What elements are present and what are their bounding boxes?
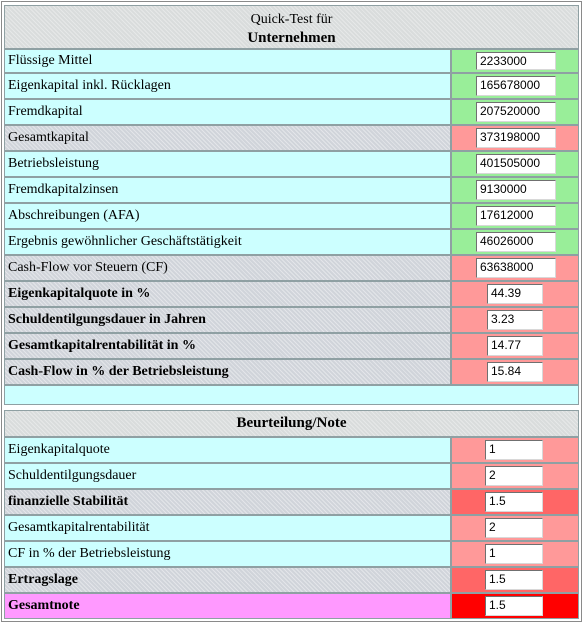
input-value-cell <box>451 333 579 359</box>
input-label: Betriebsleistung <box>4 151 451 177</box>
rating-title: Beurteilung/Note <box>236 415 347 431</box>
input-value-cell <box>451 359 579 385</box>
input-row-betriebsleistung <box>4 151 579 177</box>
rating-value-field[interactable]: 1.5 <box>485 596 543 616</box>
rating-rows <box>4 437 579 619</box>
rating-value-field[interactable]: 1.5 <box>485 492 543 512</box>
input-value-cell <box>451 73 579 99</box>
rating-row-gesamtkapitalrentabilit-t <box>4 515 579 541</box>
input-row-schuldentilgungsdauer-in-jahren <box>4 307 579 333</box>
rating-value-cell <box>451 541 579 567</box>
input-rows <box>4 49 579 385</box>
input-value-cell <box>451 229 579 255</box>
input-row-fremdkapitalzinsen <box>4 177 579 203</box>
input-value-field[interactable]: 3.23 <box>487 310 543 330</box>
rating-label: Schuldentilgungsdauer <box>4 463 451 489</box>
rating-row-gesamtnote <box>4 593 579 619</box>
header-subtitle: Quick-Test für <box>250 11 333 27</box>
input-label: Cash-Flow vor Steuern (CF) <box>4 255 451 281</box>
rating-row-ertragslage <box>4 567 579 593</box>
input-value-cell <box>451 99 579 125</box>
input-value-field[interactable]: 373198000 <box>476 128 556 148</box>
input-value-cell <box>451 49 579 73</box>
rating-label: CF in % der Betriebsleistung <box>4 541 451 567</box>
input-value-field[interactable]: 207520000 <box>476 102 556 122</box>
input-value-field[interactable]: 9130000 <box>476 180 556 200</box>
input-value-field[interactable]: 17612000 <box>476 206 556 226</box>
input-label: Fremdkapitalzinsen <box>4 177 451 203</box>
input-label: Abschreibungen (AFA) <box>4 203 451 229</box>
input-row-gesamtkapital <box>4 125 579 151</box>
input-table <box>4 5 579 405</box>
rating-row-finanzielle-stabilit-t <box>4 489 579 515</box>
rating-row-cf-in-der-betriebsleistung <box>4 541 579 567</box>
rating-label: Gesamtnote <box>4 593 451 619</box>
quick-test-header <box>4 5 579 49</box>
rating-value-field[interactable]: 1.5 <box>485 570 543 590</box>
rating-value-field[interactable]: 1 <box>485 440 543 460</box>
input-row-fremdkapital <box>4 99 579 125</box>
input-label: Gesamtkapitalrentabilität in % <box>4 333 451 359</box>
input-value-cell <box>451 177 579 203</box>
input-value-cell <box>451 203 579 229</box>
rating-value-cell <box>451 515 579 541</box>
rating-label: Gesamtkapitalrentabilität <box>4 515 451 541</box>
input-value-field[interactable]: 165678000 <box>476 76 556 96</box>
rating-header <box>4 410 579 437</box>
input-label: Gesamtkapital <box>4 125 451 151</box>
input-value-cell <box>451 307 579 333</box>
rating-table <box>4 410 579 619</box>
input-row-eigenkapitalquote-in <box>4 281 579 307</box>
input-row-fl-ssige-mittel <box>4 49 579 73</box>
input-value-cell <box>451 151 579 177</box>
rating-row-eigenkapitalquote <box>4 437 579 463</box>
rating-value-cell <box>451 593 579 619</box>
input-row-gesamtkapitalrentabilit-t-in <box>4 333 579 359</box>
input-value-field[interactable]: 46026000 <box>476 232 556 252</box>
input-value-field[interactable]: 15.84 <box>487 362 543 382</box>
rating-value-field[interactable]: 1 <box>485 544 543 564</box>
quick-test-panel <box>1 1 582 622</box>
rating-row-schuldentilgungsdauer <box>4 463 579 489</box>
input-label: Ergebnis gewöhnlicher Geschäftstätigkeit <box>4 229 451 255</box>
input-row-ergebnis-gew-hnlicher-gesch-ftst-tigkeit <box>4 229 579 255</box>
input-label: Eigenkapitalquote in % <box>4 281 451 307</box>
input-label: Fremdkapital <box>4 99 451 125</box>
input-value-field[interactable]: 2233000 <box>476 52 556 70</box>
input-label: Flüssige Mittel <box>4 49 451 73</box>
input-row-cash-flow-in-der-betriebsleistung <box>4 359 579 385</box>
input-row-eigenkapital-inkl-r-cklagen <box>4 73 579 99</box>
rating-value-cell <box>451 489 579 515</box>
rating-label: Ertragslage <box>4 567 451 593</box>
input-value-cell <box>451 255 579 281</box>
rating-label: Eigenkapitalquote <box>4 437 451 463</box>
rating-value-field[interactable]: 2 <box>485 518 543 538</box>
rating-label: finanzielle Stabilität <box>4 489 451 515</box>
rating-value-cell <box>451 463 579 489</box>
input-value-cell <box>451 125 579 151</box>
input-value-field[interactable]: 401505000 <box>476 154 556 174</box>
input-value-field[interactable]: 44.39 <box>487 284 543 304</box>
input-label: Cash-Flow in % der Betriebsleistung <box>4 359 451 385</box>
input-value-cell <box>451 281 579 307</box>
input-label: Eigenkapital inkl. Rücklagen <box>4 73 451 99</box>
input-value-field[interactable]: 14.77 <box>487 336 543 356</box>
input-value-field[interactable]: 63638000 <box>476 258 556 278</box>
input-row-abschreibungen-afa <box>4 203 579 229</box>
rating-value-field[interactable]: 2 <box>485 466 543 486</box>
rating-value-cell <box>451 567 579 593</box>
header-title: Unternehmen <box>247 29 336 46</box>
input-label: Schuldentilgungsdauer in Jahren <box>4 307 451 333</box>
input-row-cash-flow-vor-steuern-cf <box>4 255 579 281</box>
rating-value-cell <box>451 437 579 463</box>
